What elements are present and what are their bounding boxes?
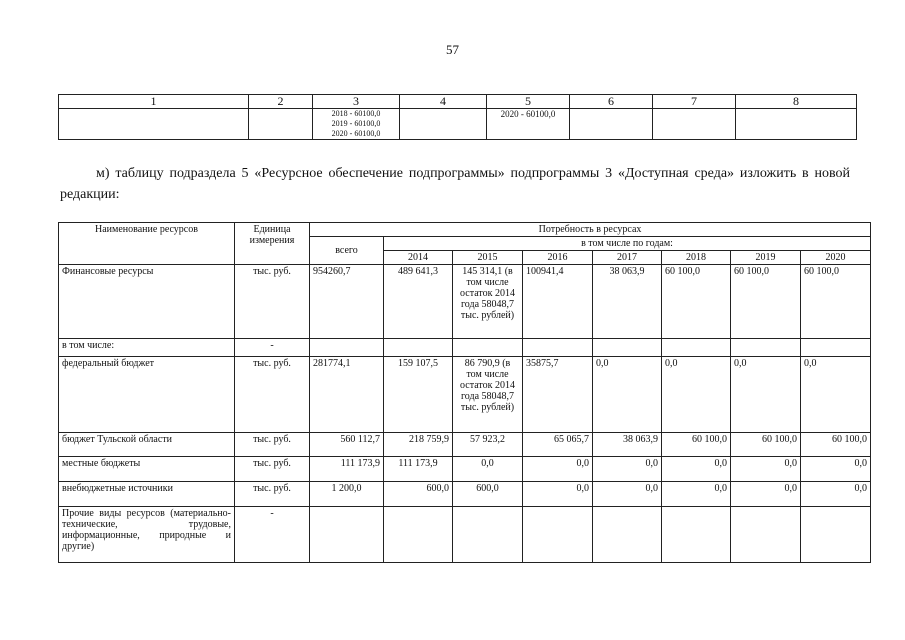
col-header: 7 — [653, 95, 736, 109]
row-value: 0,0 — [662, 457, 731, 482]
header-total: всего — [310, 237, 384, 265]
col-header: 8 — [736, 95, 857, 109]
cell-line: 2020 - 60100,0 — [331, 129, 381, 138]
table-row — [59, 265, 871, 339]
row-value: 0,0 — [731, 482, 801, 507]
row-value: 38 063,9 — [593, 433, 662, 457]
cell-col3 — [313, 109, 400, 140]
row-value: 86 790,9 (в том числе остаток 2014 года 58048,7 тыс. рублей) — [453, 357, 523, 433]
row-total: 1 200,0 — [310, 482, 384, 507]
col-header: 5 — [487, 95, 570, 109]
row-value: 218 759,9 — [384, 433, 453, 457]
row-value: 0,0 — [523, 482, 593, 507]
year-2020: 2020 — [801, 251, 871, 265]
row-value: 60 100,0 — [731, 265, 801, 339]
cell — [801, 507, 871, 563]
row-value: 65 065,7 — [523, 433, 593, 457]
row-value: 111 173,9 — [384, 457, 453, 482]
row-unit: тыс. руб. — [235, 433, 310, 457]
row-name: Прочие виды ресурсов (материально-технические, трудовые, информационные, природные и другие) — [59, 507, 235, 563]
cell — [523, 339, 593, 357]
row-value: 60 100,0 — [731, 433, 801, 457]
cell — [59, 109, 249, 140]
row-value: 0,0 — [593, 357, 662, 433]
year-2017: 2017 — [593, 251, 662, 265]
col-header: 6 — [570, 95, 653, 109]
table-row — [59, 339, 871, 357]
cell — [731, 339, 801, 357]
cell — [249, 109, 313, 140]
row-name: в том числе: — [59, 339, 235, 357]
continuation-header-row — [59, 95, 857, 109]
row-value: 60 100,0 — [662, 265, 731, 339]
cell — [662, 507, 731, 563]
row-value: 35875,7 — [523, 357, 593, 433]
row-value: 0,0 — [662, 482, 731, 507]
row-unit: - — [235, 339, 310, 357]
row-value: 600,0 — [384, 482, 453, 507]
row-value: 38 063,9 — [593, 265, 662, 339]
row-total: 281774,1 — [310, 357, 384, 433]
table-row — [59, 482, 871, 507]
continuation-data-row — [59, 109, 857, 140]
header-resource-name: Наименование ресурсов — [59, 223, 235, 265]
year-2019: 2019 — [731, 251, 801, 265]
row-value: 145 314,1 (в том числе остаток 2014 года 58048,7 тыс. рублей) — [453, 265, 523, 339]
row-value: 600,0 — [453, 482, 523, 507]
row-total: 560 112,7 — [310, 433, 384, 457]
cell — [453, 339, 523, 357]
cell — [736, 109, 857, 140]
cell — [400, 109, 487, 140]
cell — [310, 339, 384, 357]
row-value: 60 100,0 — [801, 433, 871, 457]
cell — [310, 507, 384, 563]
row-value: 0,0 — [523, 457, 593, 482]
year-2014: 2014 — [384, 251, 453, 265]
row-value: 60 100,0 — [801, 265, 871, 339]
row-name: внебюджетные источники — [59, 482, 235, 507]
row-value: 0,0 — [801, 357, 871, 433]
cell — [453, 507, 523, 563]
row-value: 489 641,3 — [384, 265, 453, 339]
row-name: бюджет Тульской области — [59, 433, 235, 457]
cell-col5: 2020 - 60100,0 — [487, 109, 570, 140]
continuation-table — [58, 94, 857, 140]
row-value: 0,0 — [801, 482, 871, 507]
row-value: 0,0 — [801, 457, 871, 482]
col-header: 4 — [400, 95, 487, 109]
cell — [384, 507, 453, 563]
cell — [801, 339, 871, 357]
row-value: 0,0 — [662, 357, 731, 433]
year-2015: 2015 — [453, 251, 523, 265]
row-total: 111 173,9 — [310, 457, 384, 482]
row-value: 0,0 — [731, 457, 801, 482]
cell — [523, 507, 593, 563]
row-value: 159 107,5 — [384, 357, 453, 433]
row-value: 0,0 — [593, 457, 662, 482]
table-row — [59, 433, 871, 457]
cell-line: 2019 - 60100,0 — [331, 119, 381, 128]
cell — [653, 109, 736, 140]
col-header: 1 — [59, 95, 249, 109]
row-name: Финансовые ресурсы — [59, 265, 235, 339]
cell — [593, 339, 662, 357]
row-name: местные бюджеты — [59, 457, 235, 482]
row-value: 57 923,2 — [453, 433, 523, 457]
header-unit: Единица измерения — [235, 223, 310, 265]
row-unit: тыс. руб. — [235, 265, 310, 339]
header-by-years: в том числе по годам: — [384, 237, 871, 251]
instruction-paragraph: м) таблицу подраздела 5 «Ресурсное обеспечение подпрограммы» подпрограммы 3 «Доступная среда» изложить в новой редакции: — [60, 166, 850, 202]
row-value: 0,0 — [731, 357, 801, 433]
page-number: 57 — [446, 42, 459, 57]
row-unit: тыс. руб. — [235, 482, 310, 507]
row-unit: тыс. руб. — [235, 357, 310, 433]
row-value: 0,0 — [593, 482, 662, 507]
cell — [570, 109, 653, 140]
cell — [662, 339, 731, 357]
resource-table — [58, 222, 871, 563]
table-row — [59, 457, 871, 482]
cell — [384, 339, 453, 357]
row-unit: тыс. руб. — [235, 457, 310, 482]
cell — [731, 507, 801, 563]
cell-line: 2018 - 60100,0 — [331, 109, 381, 118]
col-header: 2 — [249, 95, 313, 109]
header-row-1 — [59, 223, 871, 237]
row-unit: - — [235, 507, 310, 563]
col-header: 3 — [313, 95, 400, 109]
row-name: федеральный бюджет — [59, 357, 235, 433]
row-total: 954260,7 — [310, 265, 384, 339]
year-2018: 2018 — [662, 251, 731, 265]
header-need: Потребность в ресурсах — [310, 223, 871, 237]
row-value: 0,0 — [453, 457, 523, 482]
row-value: 60 100,0 — [662, 433, 731, 457]
year-2016: 2016 — [523, 251, 593, 265]
row-value: 100941,4 — [523, 265, 593, 339]
table-row — [59, 357, 871, 433]
cell — [593, 507, 662, 563]
table-row — [59, 507, 871, 563]
